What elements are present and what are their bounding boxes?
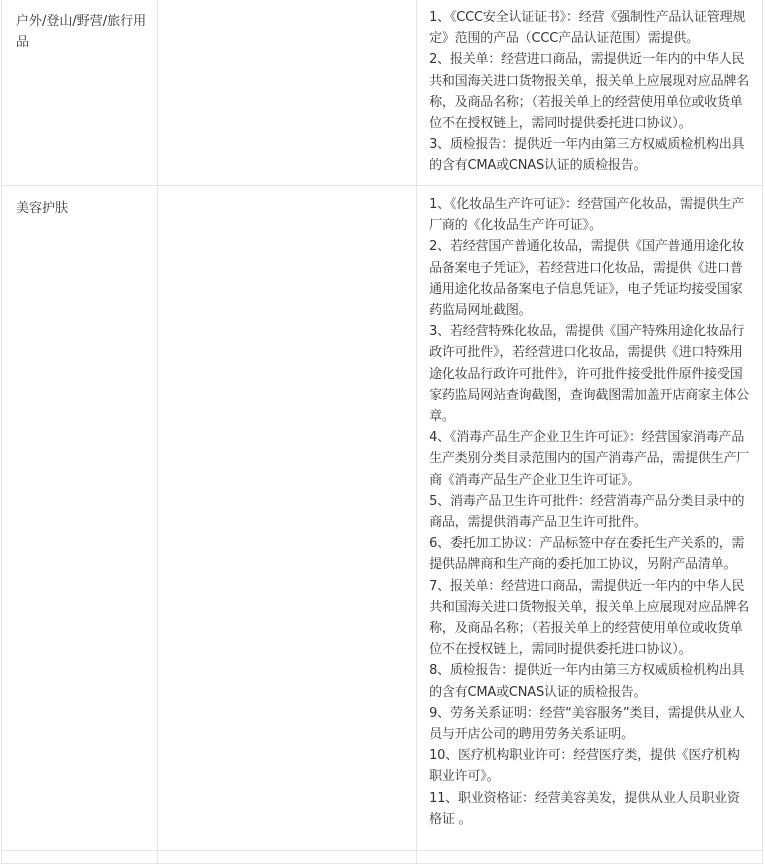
requirement-item: 8、质检报告：提供近一年内由第三方权威质检机构出具的含有CMA或CNAS认证的质检报告。 [429, 663, 745, 700]
table-row-beauty [2, 186, 763, 851]
category-cell [2, 0, 158, 186]
category-label: 户外/登山/野营/旅行用品 [16, 14, 147, 50]
requirement-item: 9、劳务关系证明：经营“美容服务”类目，需提供从业人员与开店公司的聘用劳务关系证明。 [429, 705, 745, 743]
requirement-item: 7、报关单：经营进口商品，需提供近一年内的中华人民共和国海关进口货物报关单，报关单上应展现对应品牌名称，及商品名称；（若报关单上的经营使用单位或收货单位不在授权链上，需同时提供委托进口协议）。 [429, 578, 750, 658]
requirements-list [417, 0, 762, 177]
requirement-item: 6、委托加工协议：产品标签中存在委托生产关系的，需提供品牌商和生产商的委托加工协议，另附产品清单。 [429, 536, 745, 573]
requirements-cell [417, 186, 763, 851]
requirement-item: 5、消毒产品卫生许可批件：经营消毒产品分类目录中的商品，需提供消毒产品卫生许可批件。 [429, 493, 745, 531]
empty-cell [158, 0, 417, 186]
category-cell [2, 186, 158, 851]
requirements-cell [417, 851, 763, 864]
requirement-item: 1、《化妆品生产许可证》：经营国产化妆品，需提供生产厂商的《化妆品生产许可证》。 [429, 197, 745, 234]
empty-cell [158, 186, 417, 851]
requirement-item: 3、若经营特殊化妆品，需提供《国产特殊用途化妆品行政许可批件》，若经营进口化妆品，需提供《进口特殊用途化妆品行政许可批件》，许可批件接受批件原件接受国家药监局网站查询截图，查询截图需加盖开店商家主体公章。 [429, 324, 750, 425]
qualification-table [1, 0, 763, 864]
table-row-outdoor [2, 0, 763, 186]
category-cell [2, 851, 158, 864]
requirement-item: 3、质检报告：提供近一年内由第三方权威质检机构出具的含有CMA或CNAS认证的质检报告。 [429, 137, 745, 174]
empty-cell [158, 851, 417, 864]
requirement-item: 2、报关单：经营进口商品，需提供近一年内的中华人民共和国海关进口货物报关单，报关单上应展现对应品牌名称，及商品名称；（若报关单上的经营使用单位或收货单位不在授权链上，需同时提供委托进口协议）。 [429, 52, 750, 132]
requirement-item: 1、《CCC安全认证证书》：经营《强制性产品认证管理规定》范围的产品（CCC产品认证范围）需提供。 [429, 10, 746, 47]
requirements-cell [417, 0, 763, 186]
requirement-item: 10、医疗机构职业许可：经营医疗类，提供《医疗机构职业许可》。 [429, 748, 740, 785]
table-row-next [2, 851, 763, 864]
requirement-item: 4、《消毒产品生产企业卫生许可证》：经营国家消毒产品生产类别分类目录范围内的国产消毒产品，需提供生产厂商《消毒产品生产企业卫生许可证》。 [429, 430, 750, 488]
requirement-item: 2、若经营国产普通化妆品，需提供《国产普通用途化妆品备案电子凭证》，若经营进口化妆品，需提供《进口普通用途化妆品备案电子信息凭证》，电子凭证均接受国家药监局网址截图。 [429, 239, 745, 319]
requirements-list [417, 186, 762, 830]
requirement-item: 11、职业资格证：经营美容美发，提供从业人员职业资格证 。 [429, 790, 740, 827]
category-label: 美容护肤 [16, 201, 69, 216]
